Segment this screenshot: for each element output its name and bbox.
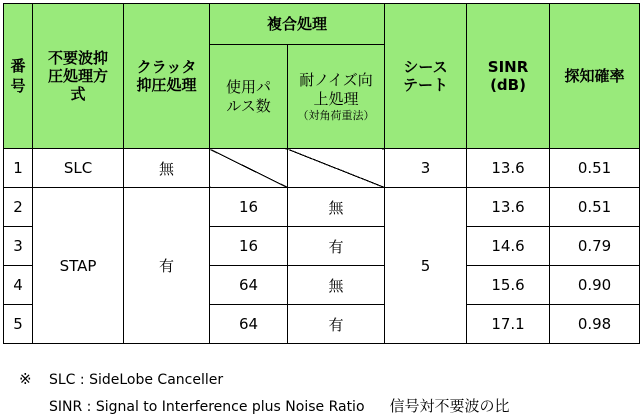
row-clutter: 有 bbox=[124, 188, 210, 344]
row-sinr: 14.6 bbox=[467, 227, 550, 266]
row-sinr: 17.1 bbox=[467, 305, 550, 344]
row-sinr: 15.6 bbox=[467, 266, 550, 305]
row-noise-empty bbox=[288, 149, 385, 188]
row-pulses: 64 bbox=[210, 305, 288, 344]
header-detection-probability bbox=[550, 4, 640, 149]
header-number bbox=[4, 4, 33, 149]
row-method: STAP bbox=[33, 188, 124, 344]
header-sinr bbox=[467, 4, 550, 149]
row-detection: 0.90 bbox=[550, 266, 640, 305]
row-detection: 0.51 bbox=[550, 188, 640, 227]
note-sinr-text: SINR : Signal to Interference plus Noise Ratio bbox=[49, 399, 365, 415]
footnote-slc bbox=[19, 366, 510, 393]
header-pulse-text: 使用パルス数 bbox=[225, 77, 271, 115]
header-suppression-method bbox=[33, 4, 124, 149]
header-suppression-text: 不要波抑圧処理方式 bbox=[47, 49, 108, 103]
results-table bbox=[3, 3, 640, 344]
header-composite-processing bbox=[210, 4, 385, 45]
footnotes bbox=[19, 366, 510, 420]
header-sinr-text: SINR (dB) bbox=[487, 58, 529, 94]
row-number: 5 bbox=[4, 305, 33, 344]
note-mark: ※ bbox=[19, 370, 32, 388]
row-method: SLC bbox=[33, 149, 124, 188]
row-noise: 無 bbox=[288, 266, 385, 305]
row-number: 1 bbox=[4, 149, 33, 188]
row-detection: 0.51 bbox=[550, 149, 640, 188]
footnote-sinr bbox=[19, 393, 510, 420]
row-sinr: 13.6 bbox=[467, 149, 550, 188]
note-slc-text: SLC : SideLobe Canceller bbox=[49, 372, 224, 388]
row-pulses: 64 bbox=[210, 266, 288, 305]
row-detection: 0.98 bbox=[550, 305, 640, 344]
row-noise: 有 bbox=[288, 305, 385, 344]
header-sea-state bbox=[385, 4, 467, 149]
header-noise-subtext: （対角荷重法） bbox=[297, 108, 375, 122]
header-composite-text: 複合処理 bbox=[267, 15, 328, 33]
header-number-text: 番号 bbox=[10, 57, 26, 95]
row-pulses: 16 bbox=[210, 227, 288, 266]
header-clutter-text: クラッタ抑圧処理 bbox=[136, 58, 197, 94]
table-row bbox=[4, 188, 640, 227]
header-sea-state-text: シーステート bbox=[403, 58, 449, 94]
table-row bbox=[4, 149, 640, 188]
row-number: 2 bbox=[4, 188, 33, 227]
row-number: 3 bbox=[4, 227, 33, 266]
row-pulses-empty bbox=[210, 149, 288, 188]
row-sinr: 13.6 bbox=[467, 188, 550, 227]
row-pulses: 16 bbox=[210, 188, 288, 227]
row-sea-state: 5 bbox=[385, 188, 467, 344]
header-clutter-suppression bbox=[124, 4, 210, 149]
row-noise: 無 bbox=[288, 188, 385, 227]
note-sinr-jp: 信号対不要波の比 bbox=[389, 397, 510, 415]
row-detection: 0.79 bbox=[550, 227, 640, 266]
row-clutter: 無 bbox=[124, 149, 210, 188]
row-noise: 有 bbox=[288, 227, 385, 266]
header-detection-text: 探知確率 bbox=[564, 67, 625, 85]
row-sea-state: 3 bbox=[385, 149, 467, 188]
header-pulse-count bbox=[210, 45, 288, 149]
header-noise-robustness bbox=[288, 45, 385, 149]
row-number: 4 bbox=[4, 266, 33, 305]
header-noise-text: 耐ノイズ向上処理 bbox=[299, 70, 373, 108]
